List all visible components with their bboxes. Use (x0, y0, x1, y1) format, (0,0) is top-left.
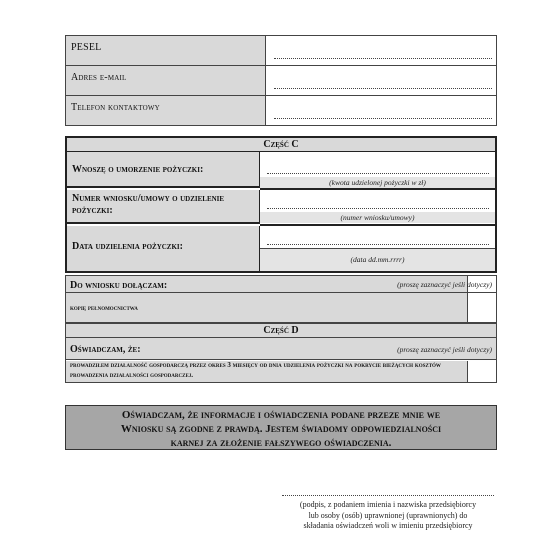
contact-table (65, 35, 497, 126)
signature-caption-line-2: lub osoby (osób) uprawnionej (uprawnionych) do (308, 510, 468, 520)
agreement-number-hint: (numer wniosku/umowy) (260, 212, 495, 223)
part-c-section (65, 136, 497, 273)
declaration-line-3: karnej za złożenie fałszywego oświadczenia. (170, 437, 392, 449)
pesel-label: PESEL (71, 42, 102, 53)
part-d-section (65, 323, 497, 383)
pesel-field[interactable] (274, 58, 492, 59)
agreement-number-field[interactable] (267, 208, 489, 209)
proxy-copy-label: kopię pełnomocnictwa (70, 304, 138, 312)
phone-field[interactable] (274, 118, 492, 119)
declaration-line-1: Oświadczam, że informacje i oświadczenia podane przeze mnie we (121, 409, 441, 421)
loan-amount-field[interactable] (267, 173, 489, 174)
loan-amount-hint: (kwota udzielonej pożyczki w zł) (260, 177, 495, 188)
declaration-banner (65, 405, 497, 450)
declare-label: Oświadczam, że: (70, 344, 141, 355)
email-label: Adres e-mail (71, 72, 127, 83)
phone-label: Telefon kontaktowy (71, 102, 160, 113)
grant-date-field[interactable] (267, 244, 489, 245)
grant-date-hint: (data dd.mm.rrrr) (260, 249, 495, 271)
part-c-title: Część C (67, 138, 495, 152)
declaration-line-2: Wniosku są zgodne z prawdą. Jestem świadomy odpowiedzialności (120, 423, 442, 435)
business-statement: prowadziłem działalność gospodarczą przez okres 3 miesięcy od dnia udzielenia pożyczki na pokrycie bieżących kosztów prowadzenia działalności gospodarczej. (70, 361, 441, 379)
part-d-title: Część D (66, 324, 496, 338)
business-statement-checkbox[interactable] (469, 361, 496, 382)
signature-caption-line-3: składania oświadczeń woli w imieniu przedsiębiorcy (303, 521, 473, 530)
signature-caption (282, 500, 494, 532)
declare-hint: (proszę zaznaczyć jeśli dotyczy) (397, 345, 492, 354)
email-field[interactable] (274, 88, 492, 89)
attachments-section (65, 275, 497, 323)
loan-amount-label: Wnoszę o umorzenie pożyczki: (72, 164, 204, 175)
grant-date-label: Data udzielenia pożyczki: (72, 241, 183, 252)
signature-caption-line-1: (podpis, z podaniem imienia i nazwiska przedsiębiorcy (299, 500, 477, 509)
agreement-number-label: Numer wniosku/umowy o udzielenie pożyczki: (72, 193, 225, 216)
attachments-hint: (proszę zaznaczyć jeśli dotyczy) (397, 280, 492, 289)
attachments-label: Do wniosku dołączam: (70, 280, 168, 291)
proxy-copy-checkbox[interactable] (469, 293, 496, 322)
signature-field[interactable] (282, 495, 494, 496)
